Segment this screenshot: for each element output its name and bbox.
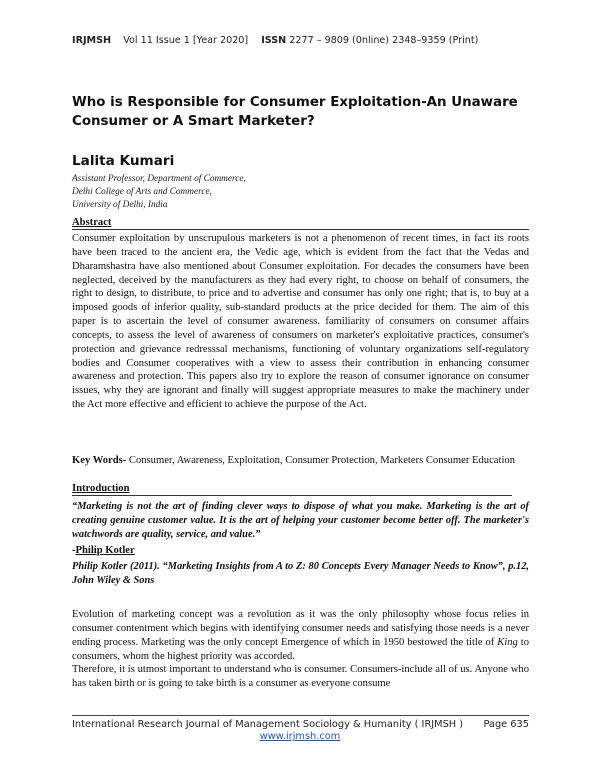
affiliation-line: University of Delhi, India [72,200,168,210]
para1-emphasis: King [497,636,518,648]
introduction-heading: Introduction [72,483,130,494]
intro-paragraph [72,608,529,691]
author-name: Lalita Kumari [72,153,175,169]
keywords [72,454,529,468]
author-affiliation [72,173,246,212]
footer-rule [72,715,529,716]
keywords-text: Consumer, Awareness, Exploitation, Consumer Protection, Marketers Consumer Education [126,455,515,466]
intro-quote: “Marketing is not the art of finding clever ways to dispose of what you make. Marketing is the art of creating genuine customer value. It is the art of helping your customer become better off. The marketer's watchwords are quality, service, and value.” [72,501,529,540]
abstract-underline [72,229,529,230]
footer-journal: International Research Journal of Management Sociology & Humanity ( IRJMSH ) [72,719,464,730]
running-header [72,35,488,46]
header-issn-label: ISSN [261,35,287,46]
header-volume: Vol 11 Issue 1 [Year 2020] [123,35,249,46]
affiliation-line: Delhi College of Arts and Commerce, [72,187,212,197]
abstract-heading: Abstract [72,217,112,228]
header-issn: 2277 – 9809 (0nline) 2348–9359 (Print) [289,35,479,46]
para1-text: Evolution of marketing concept was a revolution as it was the only philosophy whose focus relies in consumer contentment which begins with identifying consumer needs and satisfying those needs is a never ending process. Marketing was the only concept Emergence of which in 1950 bestowed the title of [72,609,529,648]
introduction-underline [72,495,512,496]
quote-citation: Philip Kotler (2011). “Marketing Insights from A to Z: 80 Concepts Every Manager Needs to Know”, p.12, John Wiley & Sons [72,561,529,586]
page-number: Page 635 [483,719,529,730]
keywords-label: Key Words- [72,455,127,466]
affiliation-line: Assistant Professor, Department of Commerce, [72,174,246,184]
quote-author-name: Philip Kotler [75,545,135,556]
paper-title: Who is Responsible for Consumer Exploitation-An Unaware Consumer or A Smart Marketer? [72,95,518,129]
para1-end: to consumers, whom the highest priority was accorded. [72,636,529,662]
footer [72,719,529,730]
abstract-text: Consumer exploitation by unscrupulous marketers is not a phenomenon of recent times, in fact its roots have been traced to the ancient era, the Vedic age, which is evident from the fact that the Vedas and Dharamshastra have also mentioned about Consumer exploitation. For decades the consumers have been neglected, deceived by the manufacturers as they had every right, to choose on behalf of consumers, the right to design, to distribute, to price and to advertise and consumer has only one right; that is, to buy at a imposed goods of inferior quality, sub-standard products at the price decided for them. The aim of this paper is to ascertain the level of consumer awareness. familiarity of consumers on consumer affairs concepts, to assess the level of awareness of consumers on marketer's exploitative practices, consumer's protection and grievance redresssal mechanisms, functioning of voluntary organizations self-regulatory bodies and Consumer cooperatives with a view to assess their contribution in enhancing consumer awareness and protection. This papers also try to explore the reason of consumer ignorance on consumer issues, why they are ignorant and finally will suggest appropriate measures to make the machinery under the Act more effective and efficient to achieve the purpose of the Act. [72,233,529,411]
footer-url-link[interactable]: www.irjmsh.com [259,731,341,742]
para2-text: Therefore, it is utmost important to understand who is consumer. Consumers-include all of us. Anyone who has taken birth or is going to take birth is a consumer as everyone consume [72,664,529,690]
quote-author [72,545,135,556]
header-journal: IRJMSH [72,35,112,46]
quote-prefix: - [72,545,76,556]
